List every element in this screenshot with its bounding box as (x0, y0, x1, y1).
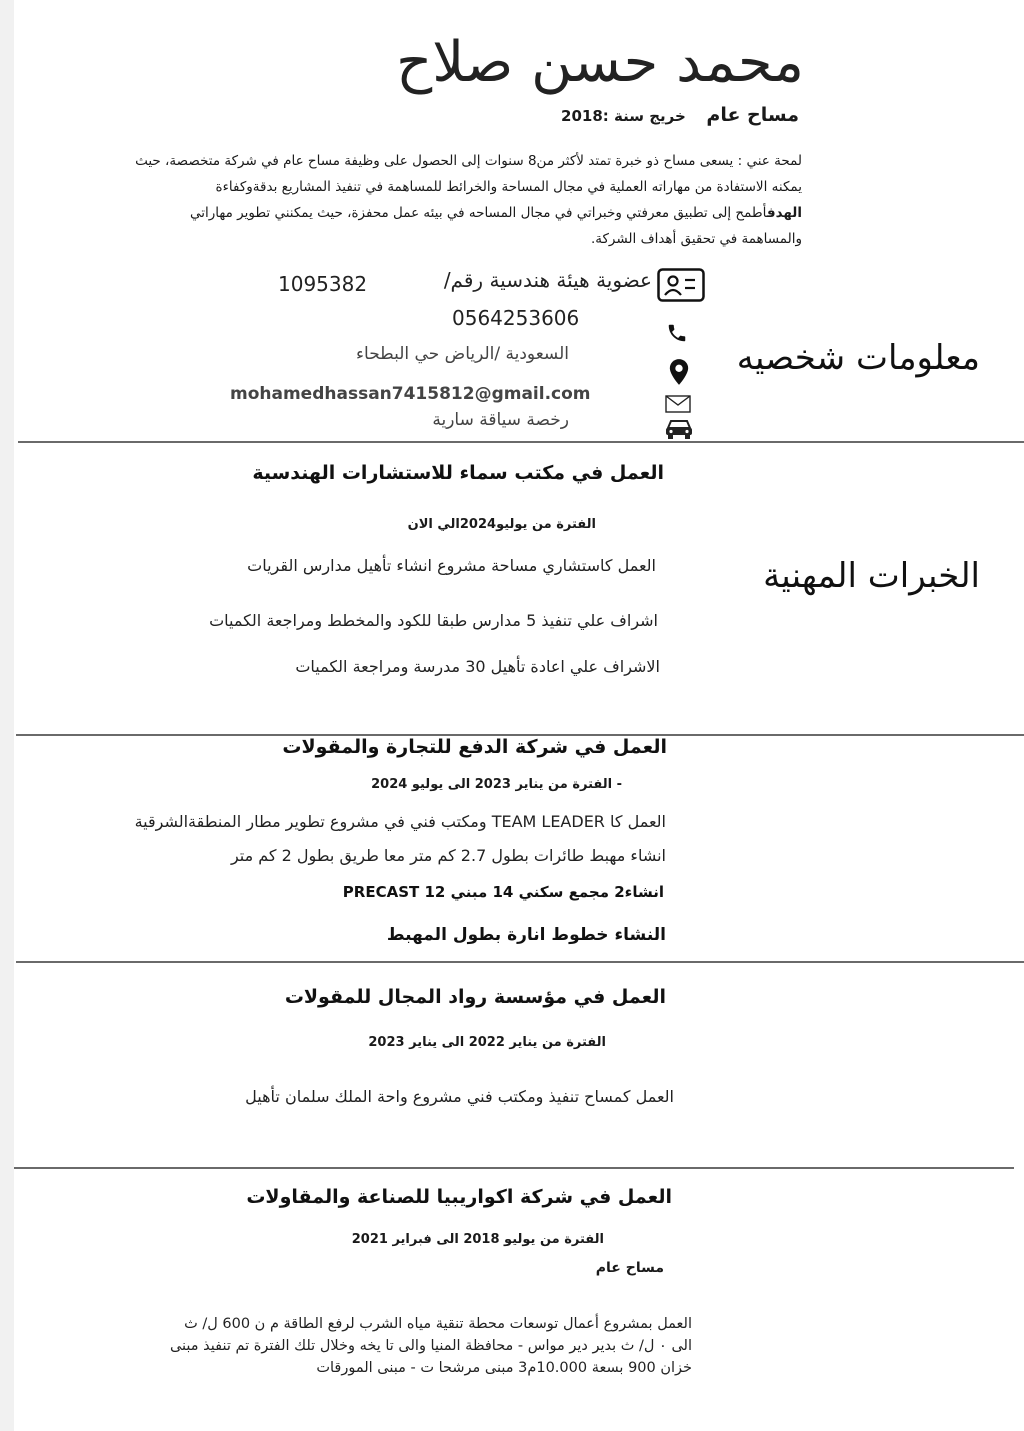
objective-label: الهدف (766, 205, 802, 221)
job-4-role: مساح عام (595, 1260, 664, 1276)
job-2-item-1: العمل كا TEAM LEADER ومكتب فني في مشروع تطوير مطار المنطقةالشرقية (134, 812, 666, 831)
about-line-2: يمكنه الاستفادة من مهاراته العملية في مجال المساحة والخرائط للمساهمة في تنفيذ المشاريع بدقةوكفاءة (215, 179, 802, 195)
job-1-item-1: العمل كاستشاري مساحة مشروع انشاء تأهيل مدارس القريات (247, 556, 656, 575)
job-3-period: الفترة من يناير 2022 الى يناير 2023 (368, 1035, 606, 1050)
location-text: السعودية /الرياض حي البطحاء (356, 344, 569, 364)
phone-icon (666, 322, 688, 344)
car-icon (664, 418, 694, 440)
personal-info-heading: معلومات شخصيه (736, 338, 980, 378)
objective-text: أطمح إلى تطبيق معرفتي وخبراتي في مجال المساحه في بيئه عمل محفزة، حيث يمكنني تطوير مهاراتي (190, 205, 767, 221)
mail-icon (665, 395, 691, 413)
job-2-item-2: انشاء مهبط طائرات بطول 2.7 كم متر معا طريق بطول 2 كم متر (230, 846, 666, 865)
job-1-item-3: الاشراف علي اعادة تأهيل 30 مدرسة ومراجعة الكميات (295, 657, 660, 676)
candidate-name: محمد حسن صلاح (396, 30, 804, 95)
license-text: رخصة سياقة سارية (432, 410, 569, 430)
phone-number: 0564253606 (452, 306, 580, 330)
membership-label: عضوية هيئة هندسية رقم/ (443, 268, 652, 292)
location-pin-icon (668, 358, 690, 386)
job-4-item-1: العمل بمشروع أعمال توسعات محطة تنقية مياه الشرب لرفع الطاقة م ن 600 ل/ ث (184, 1316, 692, 1332)
job-1-item-2: اشراف علي تنفيذ 5 مدارس طبقا للكود والمخطط ومراجعة الكميات (209, 611, 658, 630)
job-2-item-4: النشاء خطوط انارة بطول المهبط (386, 925, 666, 945)
about-line-4: والمساهمة في تحقيق أهداف الشركة. (590, 231, 802, 247)
job-4-period: الفترة من يوليو 2018 الى فبراير 2021 (351, 1232, 604, 1247)
membership-number: 1095382 (278, 272, 368, 296)
job-1-title: العمل في مكتب سماء للاستشارات الهندسية (252, 462, 664, 484)
experience-heading: الخبرات المهنية (763, 556, 980, 596)
job-title: مساح عام (706, 104, 799, 126)
job-3-title: العمل في مؤسسة رواد المجال للمقولات (284, 986, 666, 1008)
graduation-year: خريج سنة :2018 (561, 107, 686, 125)
job-1-period: الفترة من يوليو2024الي الان (407, 517, 596, 532)
divider-4 (14, 1167, 1014, 1169)
job-4-title: العمل في شركة اكواريبيا للصناعة والمقاولات (246, 1186, 672, 1208)
page-edge (0, 0, 14, 1431)
job-3-item-1: العمل كمساح تنفيذ ومكتب فني مشروع واحة الملك سلمان تأهيل (245, 1087, 674, 1106)
job-title-line (561, 104, 799, 126)
job-2-item-3: انشاء2 مجمع سكني 14 مبني 12 PRECAST (342, 883, 664, 901)
job-4-item-2: الى ٠ ل/ ث بدير دير مواس - محافظة المنيا والى تا يخه وخلال تلك الفترة تم تنفيذ مبنى (169, 1338, 692, 1354)
id-card-icon (657, 268, 705, 302)
about-line-1: لمحة عني : يسعى مساح ذو خبرة تمتد لأكثر من8 سنوات إلى الحصول على وظيفة مساح عام في شركة متخصصة، حيث (135, 153, 802, 169)
email-address: mohamedhassan7415812@gmail.com (230, 384, 591, 404)
divider-3 (16, 961, 1024, 963)
job-2-period: - الفترة من يناير 2023 الى يوليو 2024 (371, 777, 622, 792)
job-2-title: العمل في شركة الدفع للتجارة والمقولات (282, 736, 667, 758)
divider-1 (18, 441, 1024, 443)
job-4-item-3: خزان 900 بسعة 10.000م3 مبنى مرشحا ت - مبنى المورقات (316, 1360, 692, 1376)
about-line-3 (32, 200, 802, 226)
